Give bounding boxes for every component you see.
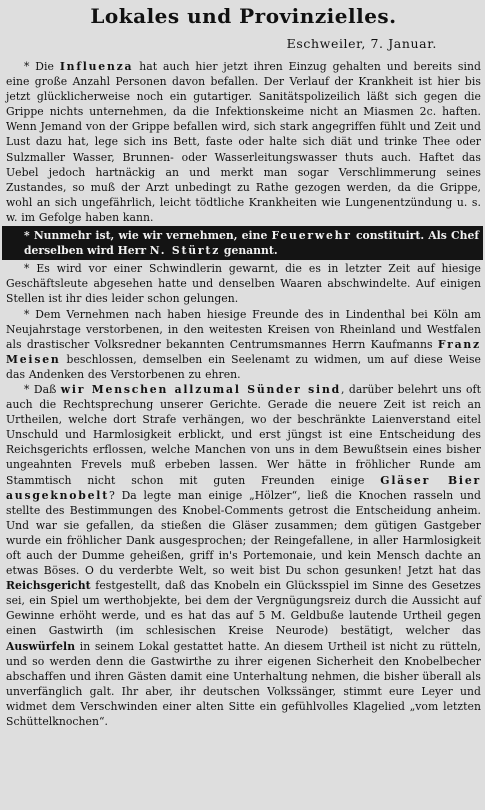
article-influenza <box>6 59 481 225</box>
article-emphasis: Auswürfeln <box>6 639 76 653</box>
dateline: Eschweiler, 7. Januar. <box>286 36 437 51</box>
article-text: hat auch hier jetzt ihren Einzug gehalten und bereits sind eine große Anzahl Personen davon befallen. Der Verlauf der Krankheit ist hier bis jetzt glücklicherweise noch ein gutartiger. Sanitätspolizeilich läßt sich gegen die Grippe nichts unternehmen, da die Infektionskeime nicht an Miasmen 2c. haften. Wenn Jemand von der Grippe befallen wird, sich stark angegriffen fühlt und Zeit und Lust dazu hat, lege sich ins Bett, faste oder halte sich diät und trinke Thee oder Sulzmaller Wasser, Brunnen- oder Wasserleitungswasser thuts auch. Haftet das Uebel jedoch hartnäckig an und merkt man sogar Verschlimmerung seines Zustandes, so muß der Arzt unbedingt zu Rathe gezogen werden, da die Grippe, wohl an sich ungefährlich, leicht tödtliche Krankheiten wie Lungenentzündung u. s. w. im Gefolge haben kann. <box>6 60 481 224</box>
article-memorial-mass <box>6 307 481 382</box>
notice-text: * Nunmehr ist, wie wir vernehmen, eine <box>24 229 272 243</box>
article-text: * Daß <box>24 382 61 396</box>
notice-text: constituirt. Als Chef derselben wird Herr <box>24 229 479 258</box>
notice-text: genannt. <box>220 244 278 258</box>
article-emphasis: Gläser Bier ausgeknobelt <box>6 473 481 502</box>
highlighted-notice-fire-brigade <box>2 226 483 260</box>
article-text: ? Da legte man einige „Hölzer“, ließ die Knochen rasseln und stellte des Bestimmungen des Knobel-Comments getrost die Entscheidung anheim. Und war sie gefallen, da stießen die Gläser zusammen; dem gütigen Gastgeber wurde ein fröhlicher Dank ausgesprochen; der Reingefallene, in aller Harmlosigkeit oft auch der Dumme geheißen, griff in's Portemonaie, und kein Mensch dachte an etwas Böses. O du verderbte Welt, so weit bist Du schon gesunken! Jetzt hat das <box>6 488 481 578</box>
article-text: * Die <box>24 60 60 73</box>
notice-emphasis: Feuerwehr <box>271 229 352 243</box>
article-text: in seinem Lokal gestattet hatte. An diesem Urtheil ist nicht zu rütteln, und so werden denn die Gastwirthe zu ihrer eigenen Sicherheit den Knobelbecher abschaffen und ihren Gästen damit eine Unterhaltung nehmen, die bisher überall als unverfänglich galt. Ihr aber, ihr deutschen Volkssänger, stimmt eure Leyer und widmet dem Verschwinden einer alten Sitte ein gefühlvolles Klagelied „vom letzten Schüttelknochen“. <box>6 639 481 729</box>
notice-name: N. Stürtz <box>149 244 221 258</box>
article-text: * Dem Vernehmen nach haben hiesige Freunde des in Lindenthal bei Köln am Neujahrstage verstorbenen, in den weitesten Kreisen von Rheinland und Westfalen als drastischer Volksredner bekannten Centrumsmannes Herrn Kaufmanns <box>6 307 481 351</box>
article-emphasis: Franz Meisen <box>6 337 481 366</box>
article-emphasis: Reichsgericht <box>6 579 91 593</box>
article-swindler-warning: * Es wird vor einer Schwindlerin gewarnt, die es in letzter Zeit auf hiesige Geschäftsleute abgesehen hatte und denselben Waaren abschwindelte. Auf einigen Stellen ist ihr dies leider schon gelungen. <box>6 262 481 306</box>
article-text: , darüber belehrt uns oft auch die Rechtsprechung unserer Gerichte. Gerade die neuere Zeit ist reich an Urtheilen, welche dort Strafe verhängen, wo der beschränkte Laienverstand eitel Unschuld und Harmlosigkeit erblickt, und erst jüngst ist eine Entscheidung des Reichsgerichts erflossen, welche Manchen von uns in dem Bewußtsein eines bisher ungeahnten Frevels muß erbeben lassen. Wer hätte in fröhlicher Runde am Stammtisch nicht schon mit guten Freunden einige <box>6 382 481 487</box>
section-headline: Lokales und Provinzielles. <box>90 4 397 28</box>
article-text: beschlossen, demselben ein Seelenamt zu widmen, um auf diese Weise das Andenken des Verstorbenen zu ehren. <box>6 352 481 381</box>
article-emphasis: wir Menschen allzumal Sünder sind <box>60 382 341 396</box>
article-text: festgestellt, daß das Knobeln ein Glücksspiel im Sinne des Gesetzes sei, ein Spiel um werthobjekte, bei dem der Vergnügungsreiz durch die Aussicht auf Gewinne erhöht werde, und es hat das auf 5 M. Geldbuße lautende Urtheil gegen einen Gastwirth (im schlesischen Kreise Neurode) bestätigt, welcher das <box>6 579 481 638</box>
article-emphasis: Influenza <box>59 60 134 73</box>
article-knobeln-ruling <box>6 382 481 729</box>
